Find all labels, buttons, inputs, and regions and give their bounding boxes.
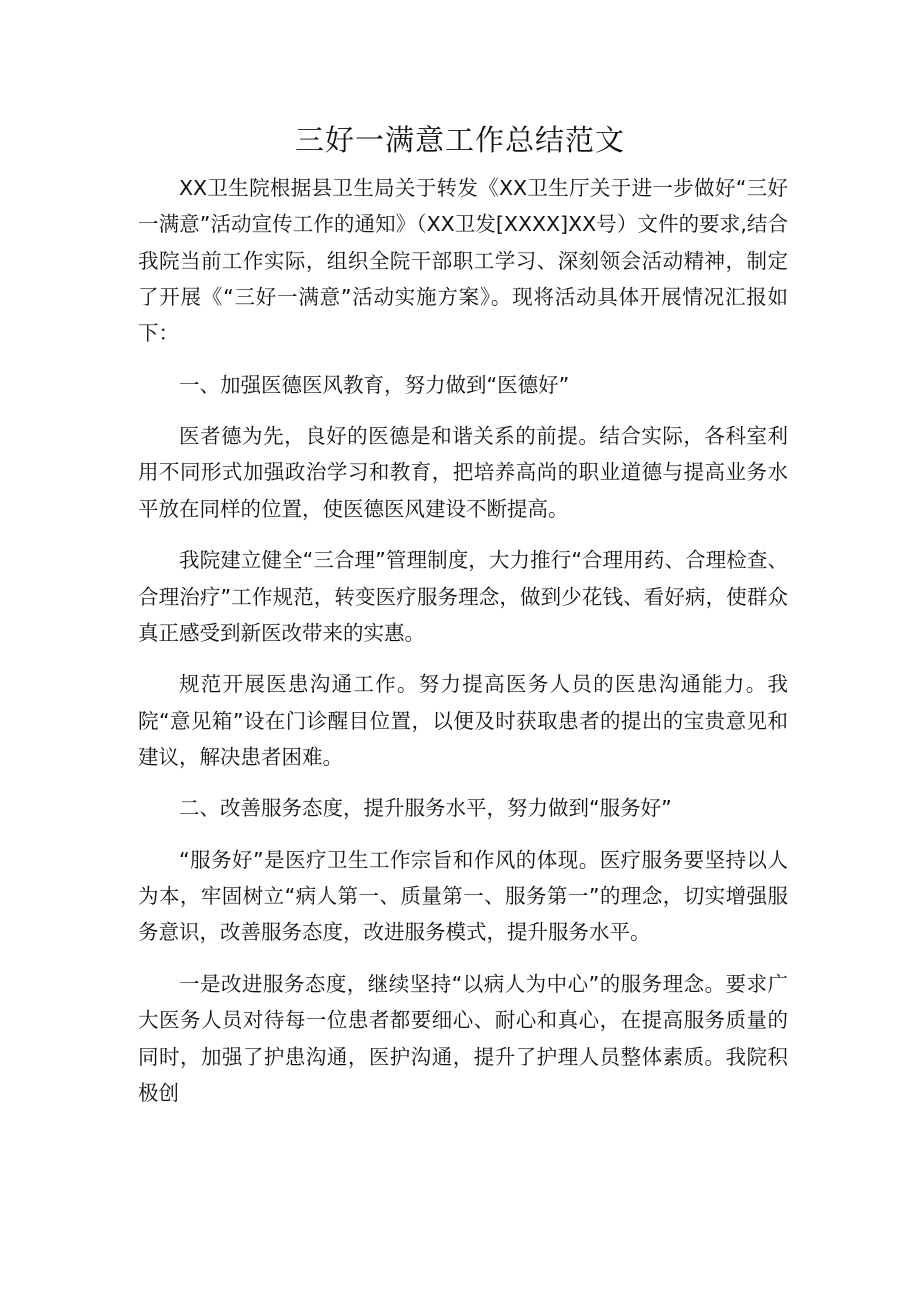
paragraph: 医者德为先，良好的医德是和谐关系的前提。结合实际，各科室利用不同形式加强政治学习和教育，把培养高尚的职业道德与提高业务水平放在同样的位置，使医德医风建设不断提高。 [138, 424, 788, 521]
document-body [138, 170, 788, 1126]
paragraph: 一是改进服务态度，继续坚持“以病人为中心”的服务理念。要求广大医务人员对待每一位患者都要细心、耐心和真心，在提高服务质量的同时，加强了护患沟通，医护沟通，提升了护理人员整体素质。我院积极创 [138, 971, 788, 1105]
paragraph: “服务好”是医疗卫生工作宗旨和作风的体现。医疗服务要坚持以人为本，牢固树立“病人第一、质量第一、服务第一”的理念，切实增强服务意识，改善服务态度，改进服务模式，提升服务水平。 [138, 847, 788, 945]
paragraph: 规范开展医患沟通工作。努力提高医务人员的医患沟通能力。我院“意见箱”设在门诊醒目位置，以便及时获取患者的提出的宝贵意见和建议，解决患者困难。 [138, 672, 788, 769]
section-heading-1: 一、加强医德医风教育，努力做到“医德好” [179, 372, 570, 397]
section-heading-2: 二、改善服务态度，提升服务水平，努力做到“服务好” [179, 796, 672, 821]
paragraph: 我院建立健全“三合理”管理制度，大力推行“合理用药、合理检查、合理治疗”工作规范，转变医疗服务理念，做到少花钱、看好病，使群众真正感受到新医改带来的实惠。 [138, 548, 788, 645]
document-title: 三好一满意工作总结范文 [294, 123, 625, 157]
paragraph-intro: XX卫生院根据县卫生局关于转发《XX卫生厅关于进一步做好“三好一满意”活动宣传工作的通知》（XX卫发[XXXX]XX号）文件的要求,结合我院当前工作实际，组织全院干部职工学习、深刻领会活动精神，制定了开展《“三好一满意”活动实施方案》。现将活动具体开展情况汇报如下： [138, 176, 788, 346]
